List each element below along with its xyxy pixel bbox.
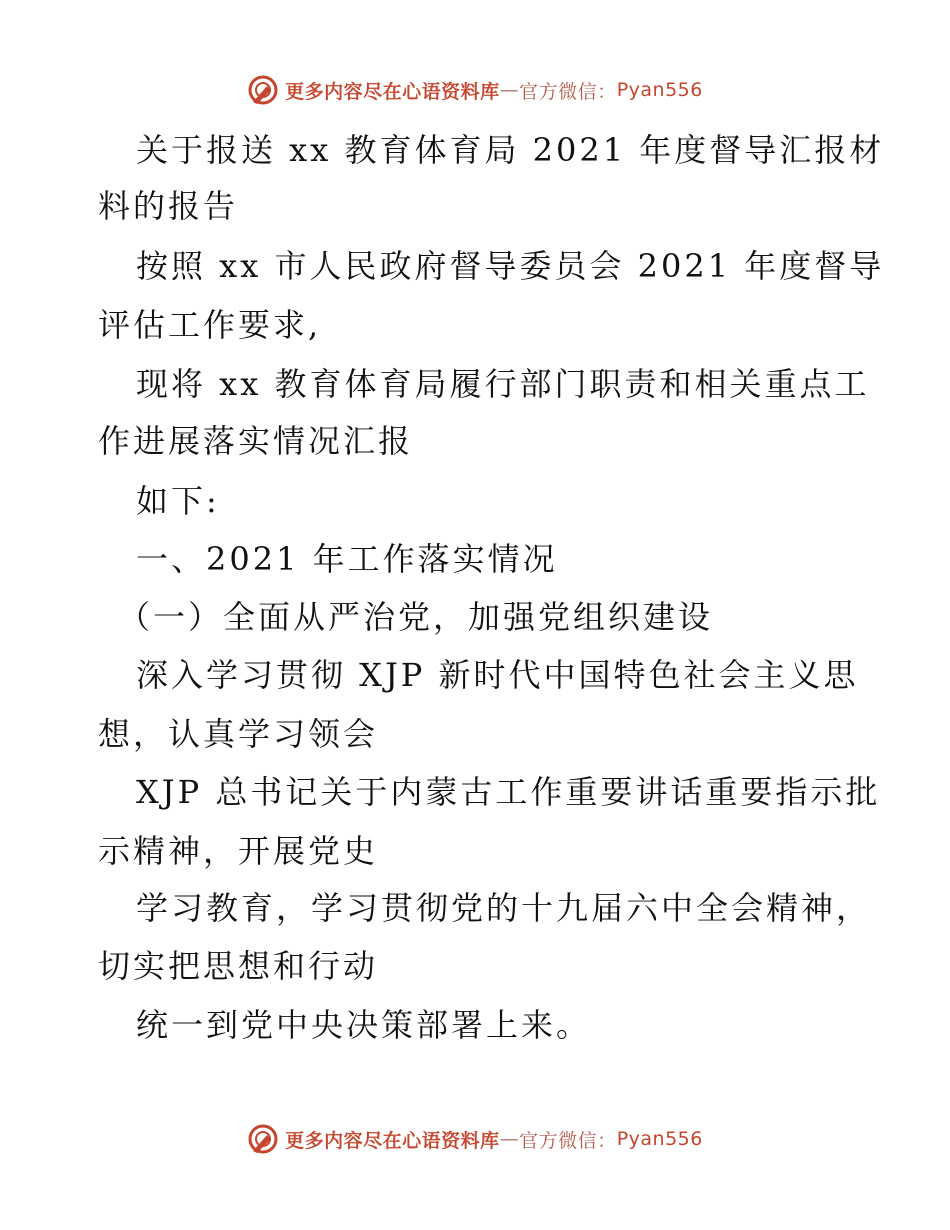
watermark-dash: — [499,79,520,101]
text-line: 料的报告 [98,187,239,225]
pen-logo-icon [247,74,279,106]
watermark-dash: — [499,1128,520,1150]
text-line: 切实把思想和行动 [98,947,379,985]
watermark-wechat-id: Pyan556 [616,79,703,101]
text-line: 作进展落实情况汇报 [98,422,414,460]
text-line: 如下: [136,482,220,520]
text-line: 学习教育，学习贯彻党的十九届六中全会精神， [136,889,872,927]
text-line: 关于报送 xx 教育体育局 2021 年度督导汇报材 [136,131,885,169]
watermark-wechat-label: 官方微信： [519,80,617,103]
watermark-main-text: 更多内容尽在心语资料库 [285,1129,500,1152]
watermark-header [0,70,950,110]
text-line: 现将 xx 教育体育局履行部门职责和相关重点工 [136,365,870,403]
watermark-main-text: 更多内容尽在心语资料库 [285,80,500,103]
text-line: 示精神，开展党史 [98,832,379,870]
text-line: 想，认真学习领会 [98,715,379,753]
text-line: 评估工作要求, [98,306,322,344]
text-line: 深入学习贯彻 XJP 新时代中国特色社会主义思 [136,656,859,694]
watermark-footer [0,1119,950,1159]
text-line: 按照 xx 市人民政府督导委员会 2021 年度督导 [136,247,885,285]
pen-logo-icon [247,1123,279,1155]
subsection-heading: （一）全面从严治党，加强党组织建设 [118,598,714,636]
section-heading: 一、2021 年工作落实情况 [136,540,558,578]
text-line: 统一到党中央决策部署上来。 [136,1006,592,1044]
watermark-wechat-id: Pyan556 [616,1128,703,1150]
text-line: XJP 总书记关于内蒙古工作重要讲话重要指示批 [136,773,881,811]
watermark-wechat-label: 官方微信： [519,1129,617,1152]
